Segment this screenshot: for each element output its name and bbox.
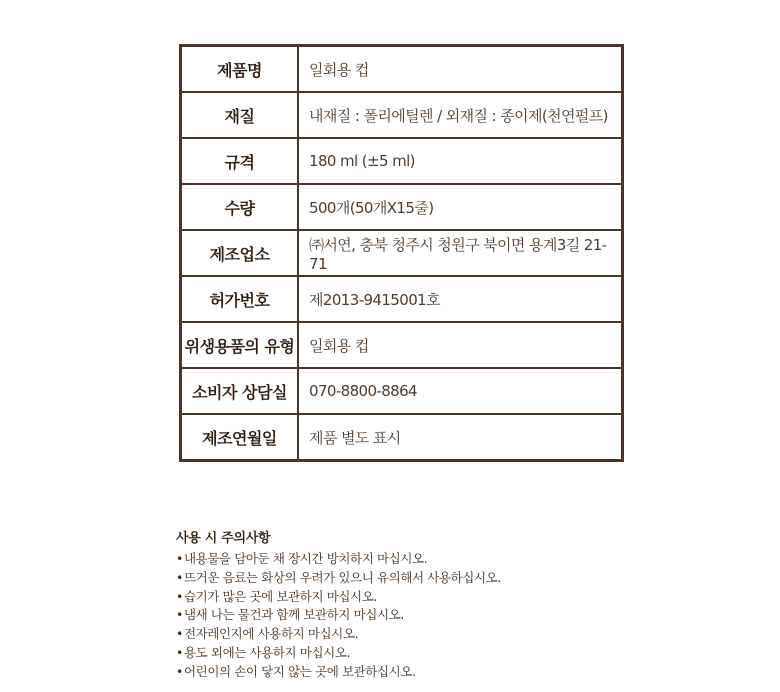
bullet-icon: • (176, 644, 183, 660)
list-item (176, 588, 656, 607)
spec-label: 소비자 상담실 (181, 368, 299, 414)
list-item (176, 663, 656, 682)
precaution-text: 내용물을 담아둔 채 장시간 방치하지 마십시오. (183, 551, 428, 566)
spec-value: 일회용 컵 (298, 322, 623, 368)
precaution-text: 어린이의 손이 닿지 않는 곳에 보관하십시오. (183, 663, 416, 679)
spec-label: 허가번호 (181, 276, 299, 322)
spec-row-product-name (181, 46, 623, 93)
bullet-icon: • (176, 626, 183, 642)
spec-label: 제품명 (181, 46, 299, 93)
product-spec-table (179, 44, 624, 462)
precaution-text: 뜨거운 음료는 화상의 우려가 있으니 유의해서 사용하십시오. (183, 569, 501, 585)
spec-row-manufacturer (181, 230, 623, 276)
bullet-icon: • (176, 607, 183, 623)
precautions-title: 사용 시 주의사항 (176, 531, 271, 546)
bullet-icon: • (176, 569, 183, 585)
usage-precautions (176, 527, 656, 682)
spec-label: 규격 (181, 138, 299, 184)
spec-label: 제조연월일 (181, 414, 299, 461)
list-item (176, 550, 656, 569)
spec-row-manufacture-date (181, 414, 623, 461)
spec-label: 위생용품의 유형 (181, 322, 299, 368)
precaution-text: 냄새 나는 물건과 함께 보관하지 마십시오. (183, 607, 404, 623)
precaution-text: 용도 외에는 사용하지 마십시오. (183, 644, 351, 660)
spec-label: 수량 (181, 184, 299, 230)
spec-label: 제조업소 (181, 230, 299, 276)
list-item (176, 625, 656, 644)
spec-value: 070-8800-8864 (298, 368, 623, 414)
precaution-text: 습기가 많은 곳에 보관하지 마십시오. (183, 588, 377, 604)
spec-value: 제품 별도 표시 (298, 414, 623, 461)
precaution-text: 전자레인지에 사용하지 마십시오. (183, 626, 359, 642)
list-item (176, 606, 656, 625)
spec-value: 제2013-9415001호 (298, 276, 623, 322)
spec-row-consumer-center (181, 368, 623, 414)
list-item (176, 569, 656, 588)
spec-label: 재질 (181, 92, 299, 138)
spec-row-hygiene-type (181, 322, 623, 368)
spec-value: 180 ml (±5 ml) (298, 138, 623, 184)
spec-row-permit-number (181, 276, 623, 322)
spec-value: 일회용 컵 (298, 46, 623, 93)
spec-row-quantity (181, 184, 623, 230)
list-item (176, 644, 656, 663)
spec-row-material (181, 92, 623, 138)
bullet-icon: • (176, 551, 183, 566)
spec-value: ㈜서연, 충북 청주시 청원구 북이면 용계3길 21-71 (298, 230, 623, 276)
precautions-list (176, 550, 656, 682)
bullet-icon: • (176, 588, 183, 604)
spec-row-size (181, 138, 623, 184)
spec-value: 500개(50개X15줄) (298, 184, 623, 230)
spec-value: 내재질 : 폴리에틸렌 / 외재질 : 종이제(천연펄프) (298, 92, 623, 138)
bullet-icon: • (176, 663, 183, 679)
